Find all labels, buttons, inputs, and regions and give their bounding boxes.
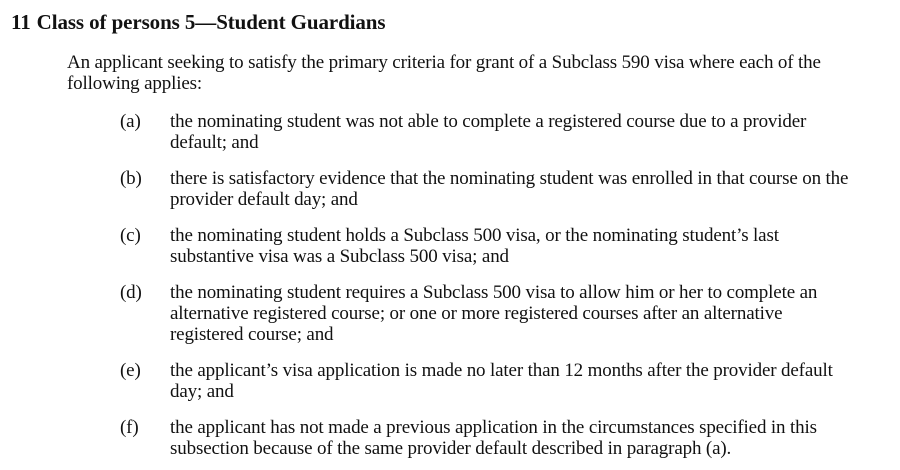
section-heading <box>11 9 385 35</box>
item-label: (c) <box>120 225 141 246</box>
item-label: (f) <box>120 417 139 438</box>
section-title: Class of persons 5—Student Guardians <box>36 10 386 34</box>
section-number: 11 <box>11 10 31 34</box>
item-label: (e) <box>120 360 141 381</box>
item-text: the applicant has not made a previous application in the circumstances specified in this subsection because of the same provider default described in paragraph (a). <box>170 417 817 459</box>
item-label: (a) <box>120 111 141 132</box>
item-text: the nominating student was not able to complete a registered course due to a provider default; and <box>170 111 807 153</box>
item-text: the applicant’s visa application is made no later than 12 months after the provider default day; and <box>170 360 833 402</box>
intro-paragraph: An applicant seeking to satisfy the primary criteria for grant of a Subclass 590 visa where each of the following applies: <box>67 52 821 94</box>
item-text: there is satisfactory evidence that the nominating student was enrolled in that course on the provider default day; and <box>170 168 849 210</box>
item-label: (d) <box>120 282 142 303</box>
item-text: the nominating student requires a Subclass 500 visa to allow him or her to complete an alternative registered course; or one or more registered courses after an alternative registered course; and <box>170 282 818 345</box>
item-text: the nominating student holds a Subclass 500 visa, or the nominating student’s last substantive visa was a Subclass 500 visa; and <box>170 225 779 267</box>
item-label: (b) <box>120 168 142 189</box>
